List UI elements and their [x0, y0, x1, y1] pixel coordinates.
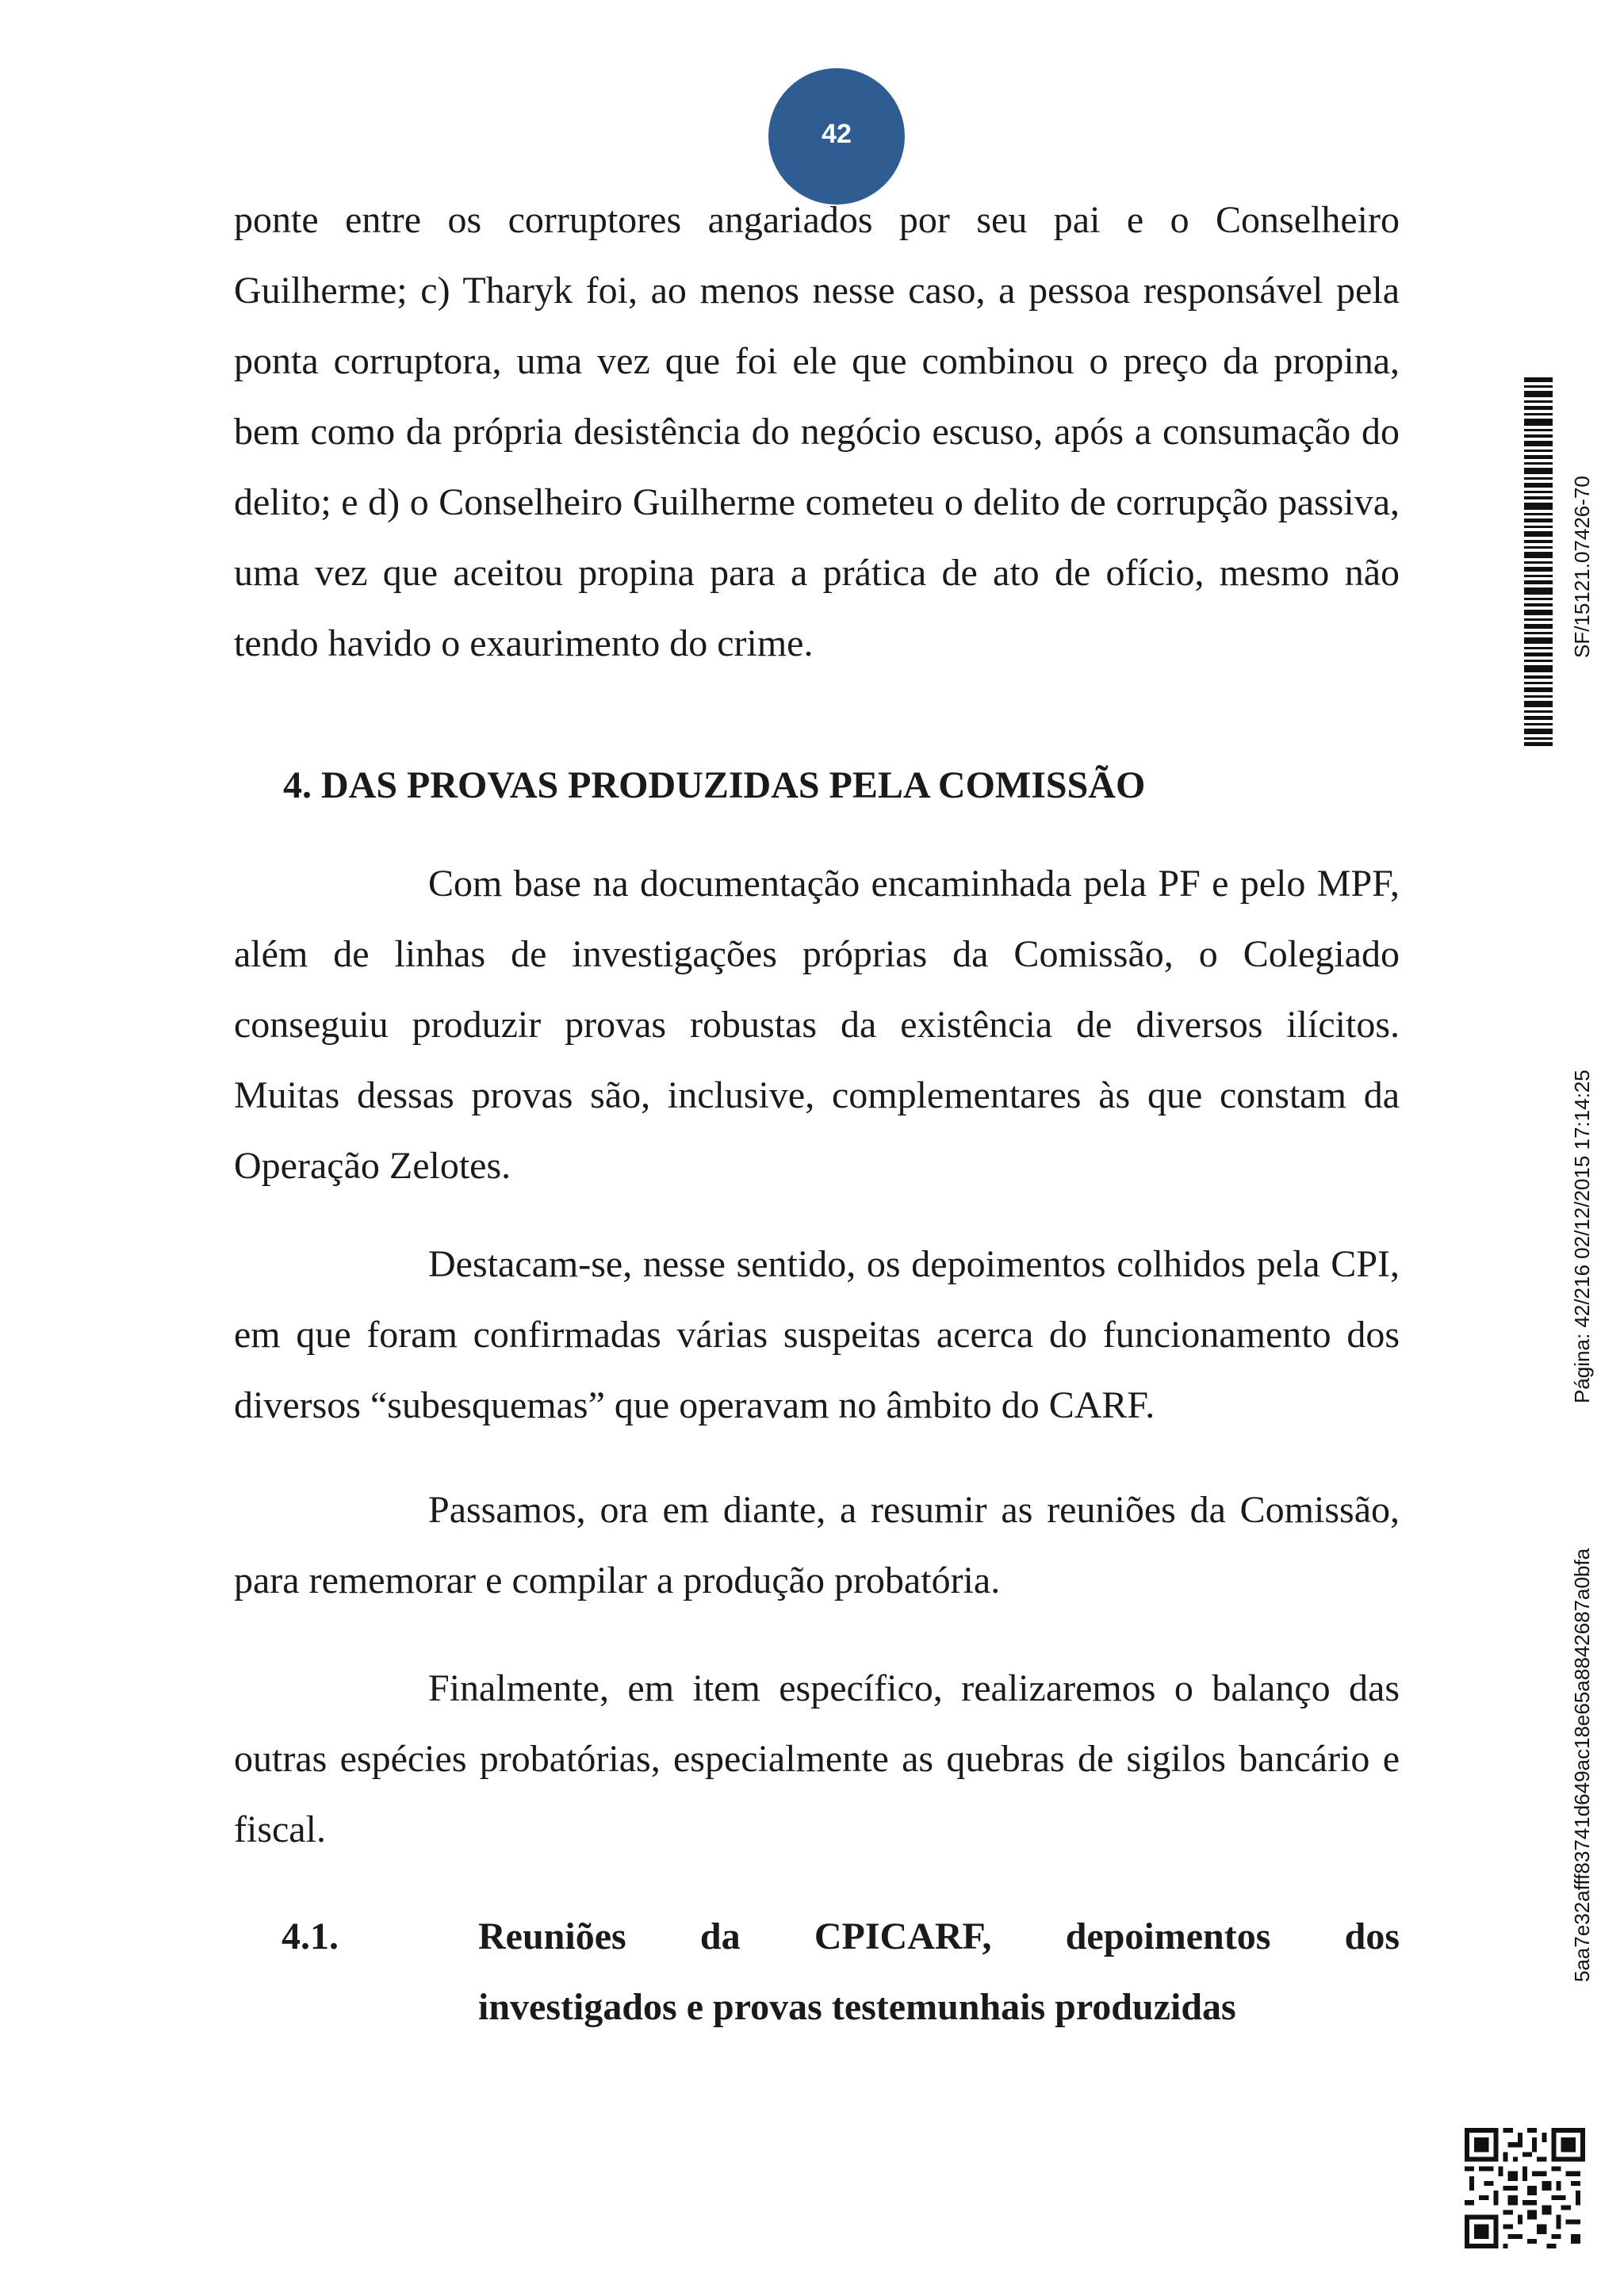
paragraph-continuation: ponte entre os corruptores angariados por seu pai e o Conselheiro Guilherme; c) Tharyk foi, ao menos nesse caso, a pessoa responsável pela ponta corruptora, uma vez que foi ele que combinou o preço da propina, bem como da própria desistência do negócio escuso, após a consumação do delito; e d) o Conselheiro Guilherme cometeu o delito de corrupção passiva, uma vez que aceitou propina para a prática de ato de ofício, mesmo não tendo havido o exaurimento do crime. — [234, 199, 1400, 664]
page-number-badge: 42 — [768, 68, 905, 205]
paragraph-meetings-summary: Passamos, ora em diante, a resumir as reuniões da Comissão, para rememorar e compilar a produção probatória. — [234, 1489, 1400, 1601]
subsection-title-line2: investigados e provas testemunhais produzidas — [478, 1986, 1236, 2028]
document-code: SF/15121.07426-70 — [1570, 476, 1594, 658]
subsection-title-line1: Reuniões da CPICARF, depoimentos dos — [478, 1915, 1400, 1957]
barcode-icon — [1524, 377, 1553, 746]
qr-code-icon — [1465, 2128, 1585, 2248]
subsection-title — [478, 1901, 1400, 2042]
document-hash: 5aa7e32afff83741d649ac18e65a8842687a0bfa — [1570, 1548, 1594, 1982]
paragraph-testimonies: Destacam-se, nesse sentido, os depoimentos colhidos pela CPI, em que foram confirmadas várias suspeitas acerca do funcionamento dos diversos “subesquemas” que operavam no âmbito do CARF. — [234, 1243, 1400, 1426]
paragraph-other-evidence: Finalmente, em item específico, realizaremos o balanço das outras espécies probatórias, especialmente as quebras de sigilos bancário e fiscal. — [234, 1667, 1400, 1850]
page-info-stamp: Página: 42/216 02/12/2015 17:14:25 — [1570, 1070, 1594, 1403]
section-heading: 4. DAS PROVAS PRODUZIDAS PELA COMISSÃO — [283, 764, 1146, 806]
paragraph-evidence-basis: Com base na documentação encaminhada pela PF e pelo MPF, além de linhas de investigações próprias da Comissão, o Colegiado conseguiu produzir provas robustas da existência de diversos ilícitos. Muitas dessas provas são, inclusive, complementares às que constam da Operação Zelotes. — [234, 863, 1400, 1187]
subsection-number: 4.1. — [282, 1915, 339, 1957]
